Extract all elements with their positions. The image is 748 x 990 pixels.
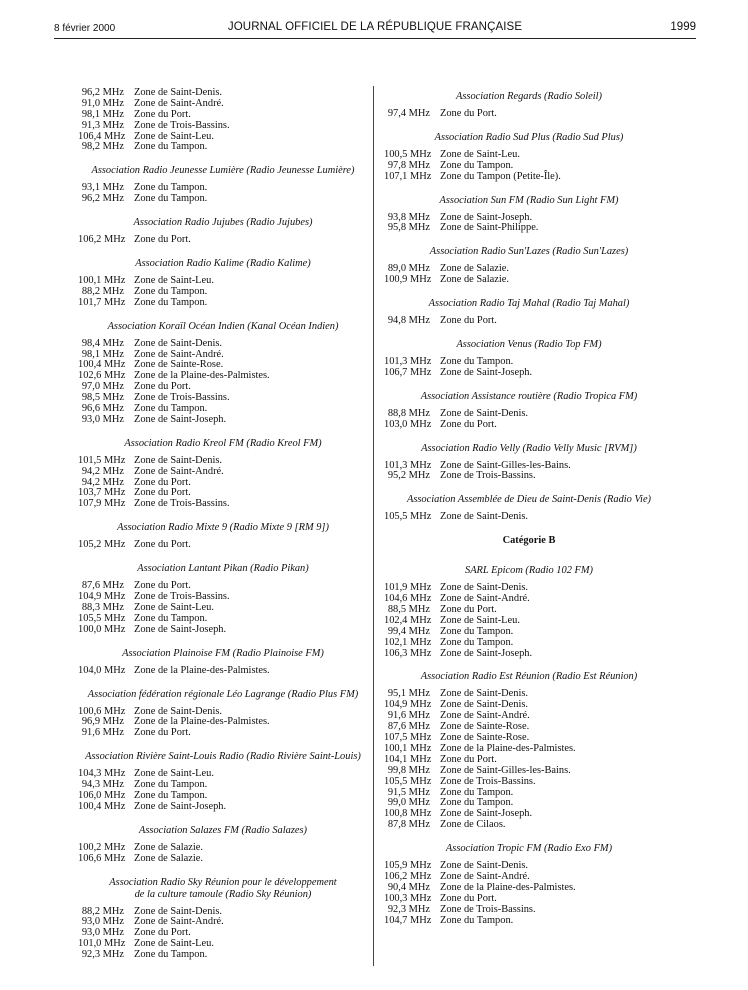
association-heading: Association Radio Sud Plus (Radio Sud Plus): [434, 131, 624, 143]
association-heading: Association Rivière Saint-Louis Radio (Radio Rivière Saint-Louis): [85, 751, 361, 763]
station-section: [384, 494, 674, 523]
zone: Zone de Saint-Leu.: [134, 938, 214, 950]
frequency: 100,3 MHz: [384, 892, 432, 904]
zone: Zone du Tampon (Petite-Île).: [440, 170, 561, 182]
frequency: 95,1 MHz: [387, 688, 430, 700]
zone: Zone du Tampon.: [440, 159, 514, 171]
frequency: 88,2 MHz: [81, 905, 124, 917]
zone: Zone de Saint-Leu.: [440, 148, 520, 160]
frequency: 100,2 MHz: [78, 841, 126, 853]
frequency: 100,1 MHz: [78, 275, 126, 287]
zone: Zone de Saint-André.: [134, 348, 224, 360]
zone: Zone du Port.: [134, 381, 191, 393]
zone: Zone de Trois-Bassins.: [440, 470, 536, 482]
zone: Zone de la Plaine-des-Palmistes.: [440, 881, 576, 893]
zone: Zone du Tampon.: [134, 612, 208, 624]
frequency-entry: [78, 121, 368, 132]
zone: Zone du Tampon.: [134, 141, 208, 153]
station-section: [384, 443, 674, 483]
zone: Zone du Port.: [440, 892, 497, 904]
zone: Zone du Tampon.: [134, 949, 208, 961]
frequency: 105,9 MHz: [384, 860, 432, 872]
frequency: 98,2 MHz: [81, 141, 124, 153]
frequency-entry: [78, 339, 368, 350]
frequency-entry: [384, 316, 674, 327]
zone: Zone de Saint-André.: [440, 593, 530, 605]
journal-title: JOURNAL OFFICIEL DE LA RÉPUBLIQUE FRANÇAISE: [227, 21, 523, 33]
station-section: [78, 88, 368, 153]
zone: Zone du Tampon.: [134, 182, 208, 194]
zone: Zone du Port.: [440, 418, 497, 430]
frequency: 106,0 MHz: [78, 789, 126, 801]
zone: Zone de Saint-André.: [440, 870, 530, 882]
frequency: 107,9 MHz: [78, 498, 126, 510]
zone: Zone du Port.: [134, 476, 191, 488]
frequency: 106,6 MHz: [78, 852, 126, 864]
frequency: 92,3 MHz: [81, 949, 124, 961]
zone: Zone de Saint-Denis.: [440, 860, 529, 872]
zone: Zone de Saint-Denis.: [134, 337, 223, 349]
frequency: 97,0 MHz: [81, 381, 124, 393]
frequency: 88,8 MHz: [387, 407, 430, 419]
frequency: 101,5 MHz: [78, 454, 126, 466]
zone: Zone de Saint-Gilles-les-Bains.: [440, 764, 571, 776]
station-section: [384, 391, 674, 431]
frequency-entry: [78, 625, 368, 636]
frequency: 101,0 MHz: [78, 938, 126, 950]
zone: Zone du Port.: [134, 108, 191, 120]
frequency-entry: [384, 512, 674, 523]
frequency-entry: [384, 275, 674, 286]
frequency-entry: [78, 666, 368, 677]
zone: Zone de Saint-Joseph.: [134, 623, 227, 635]
frequency: 100,6 MHz: [78, 705, 126, 717]
frequency-entry: [384, 649, 674, 660]
zone: Zone de Saint-Denis.: [134, 454, 223, 466]
zone: Zone de Salazie.: [440, 274, 509, 286]
zone: Zone du Port.: [134, 234, 191, 246]
station-section: [384, 91, 674, 120]
association-heading: Association Radio Jujubes (Radio Jujubes): [133, 217, 313, 229]
zone: Zone de Sainte-Rose.: [440, 732, 530, 744]
frequency: 87,6 MHz: [387, 721, 430, 733]
frequency: 100,5 MHz: [384, 148, 432, 160]
zone: Zone de Trois-Bassins.: [134, 119, 230, 131]
frequency-entry: [78, 499, 368, 510]
frequency: 97,4 MHz: [387, 108, 430, 119]
association-heading: Association Radio Velly (Radio Velly Music [RVM]): [421, 442, 637, 454]
frequency: 105,5 MHz: [384, 775, 432, 787]
frequency-entry: [78, 235, 368, 246]
frequency: 97,8 MHz: [387, 159, 430, 171]
frequency-entry: [78, 298, 368, 309]
association-heading: Association Sun FM (Radio Sun Light FM): [439, 194, 619, 206]
frequency-entry: [78, 728, 368, 739]
zone: Zone de Saint-André.: [440, 710, 530, 722]
frequency-entry: [78, 950, 368, 961]
association-heading: Association Radio Est Réunion (Radio Est Réunion): [420, 671, 638, 683]
frequency: 100,9 MHz: [384, 274, 432, 286]
station-section: [384, 132, 674, 183]
zone: Zone du Tampon.: [134, 403, 208, 415]
zone: Zone de Saint-Denis.: [440, 511, 529, 523]
zone: Zone de Saint-Leu.: [134, 130, 214, 142]
frequency: 88,5 MHz: [387, 604, 430, 616]
column-divider: [373, 86, 374, 966]
frequency: 88,3 MHz: [81, 601, 124, 613]
station-section: [78, 438, 368, 510]
frequency: 100,0 MHz: [78, 623, 126, 635]
zone: Zone du Tampon.: [134, 779, 208, 791]
zone: Zone du Tampon.: [440, 914, 514, 926]
zone: Zone de Saint-André.: [134, 916, 224, 928]
zone: Zone de Saint-Leu.: [134, 768, 214, 780]
zone: Zone de Saint-Denis.: [134, 705, 223, 717]
zone: Zone de Saint-Philippe.: [440, 222, 539, 234]
association-heading: Association Venus (Radio Top FM): [456, 339, 602, 351]
zone: Zone de Saint-Gilles-les-Bains.: [440, 459, 571, 471]
zone: Zone de Saint-Leu.: [440, 614, 520, 626]
frequency: 95,2 MHz: [387, 470, 430, 482]
zone: Zone de Saint-Denis.: [440, 582, 529, 594]
association-heading: Association Radio Jeunesse Lumière (Radio Jeunesse Lumière): [91, 165, 355, 177]
right-column: [384, 91, 674, 938]
zone: Zone de Saint-Joseph.: [440, 808, 533, 820]
zone: Zone de Trois-Bassins.: [440, 775, 536, 787]
frequency: 103,7 MHz: [78, 487, 126, 499]
station-section: [384, 195, 674, 235]
zone: Zone du Port.: [134, 539, 191, 551]
frequency: 90,4 MHz: [387, 881, 430, 893]
station-section: [78, 217, 368, 246]
zone: Zone du Port.: [134, 580, 191, 592]
frequency: 102,6 MHz: [78, 370, 126, 382]
frequency: 99,0 MHz: [387, 797, 430, 809]
zone: Zone de Trois-Bassins.: [134, 498, 230, 510]
frequency-entry: [384, 471, 674, 482]
frequency: 93,8 MHz: [387, 211, 430, 223]
frequency: 105,5 MHz: [78, 612, 126, 624]
zone: Zone de Trois-Bassins.: [134, 591, 230, 603]
frequency: 104,1 MHz: [384, 753, 432, 765]
association-heading: SARL Epicom (Radio 102 FM): [465, 565, 593, 577]
frequency-entry: [384, 766, 674, 777]
zone: Zone du Tampon.: [134, 285, 208, 297]
zone: Zone du Tampon.: [134, 789, 208, 801]
zone: Zone de Saint-Joseph.: [134, 413, 227, 425]
station-section: [78, 522, 368, 551]
association-heading: Association Regards (Radio Soleil): [456, 91, 602, 102]
frequency: 99,8 MHz: [387, 764, 430, 776]
zone: Zone de Saint-Leu.: [134, 275, 214, 287]
zone: Zone de la Plaine-des-Palmistes.: [134, 370, 270, 382]
association-heading: Association Radio Sky Réunion pour le développement: [109, 876, 337, 888]
zone: Zone du Port.: [440, 753, 497, 765]
frequency-entry: [384, 638, 674, 649]
frequency: 87,6 MHz: [81, 580, 124, 592]
frequency: 107,5 MHz: [384, 732, 432, 744]
association-heading: Association Radio Mixte 9 (Radio Mixte 9 [RM 9]): [117, 522, 329, 534]
frequency: 91,6 MHz: [81, 727, 124, 739]
frequency-entry: [78, 843, 368, 854]
frequency: 106,7 MHz: [384, 366, 432, 378]
frequency-entry: [384, 777, 674, 788]
frequency-entry: [78, 467, 368, 478]
frequency: 106,3 MHz: [384, 647, 432, 659]
frequency: 94,8 MHz: [387, 315, 430, 327]
header-date: 8 février 2000: [54, 23, 116, 34]
frequency-entry: [78, 540, 368, 551]
frequency: 107,1 MHz: [384, 170, 432, 182]
frequency: 93,0 MHz: [81, 916, 124, 928]
frequency: 89,0 MHz: [387, 263, 430, 275]
frequency: 105,5 MHz: [384, 511, 432, 523]
association-heading: Association Radio Kalime (Radio Kalime): [135, 258, 311, 270]
zone: Zone de Trois-Bassins.: [134, 392, 230, 404]
station-section: [384, 565, 674, 659]
station-section: [384, 339, 674, 379]
frequency-entry: [78, 854, 368, 865]
frequency: 98,1 MHz: [81, 108, 124, 120]
frequency: 91,5 MHz: [387, 786, 430, 798]
frequency: 94,2 MHz: [81, 476, 124, 488]
zone: Zone de Sainte-Rose.: [134, 359, 224, 371]
frequency: 100,4 MHz: [78, 800, 126, 812]
zone: Zone de Salazie.: [440, 263, 509, 275]
zone: Zone de Saint-Leu.: [134, 601, 214, 613]
frequency: 102,4 MHz: [384, 614, 432, 626]
frequency-entry: [384, 916, 674, 927]
frequency: 103,0 MHz: [384, 418, 432, 430]
category-heading: Catégorie B: [502, 535, 556, 547]
zone: Zone de Saint-Joseph.: [440, 366, 533, 378]
frequency: 96,9 MHz: [81, 716, 124, 728]
frequency: 94,2 MHz: [81, 465, 124, 477]
zone: Zone de Saint-André.: [134, 97, 224, 109]
zone: Zone de Saint-Denis.: [440, 688, 529, 700]
frequency-entry: [384, 820, 674, 831]
zone: Zone de Salazie.: [134, 852, 203, 864]
association-heading-continued: de la culture tamoule (Radio Sky Réunion): [134, 888, 312, 900]
page-number: 1999: [670, 21, 696, 33]
association-heading: Association Radio Kreol FM (Radio Kreol FM): [124, 437, 322, 449]
frequency: 91,0 MHz: [81, 97, 124, 109]
frequency-entry: [78, 194, 368, 205]
station-section: [78, 825, 368, 865]
zone: Zone de Saint-Denis.: [134, 905, 223, 917]
frequency: 100,8 MHz: [384, 808, 432, 820]
zone: Zone du Tampon.: [134, 296, 208, 308]
frequency-entry: [384, 172, 674, 183]
station-section: [78, 321, 368, 426]
frequency: 98,4 MHz: [81, 337, 124, 349]
zone: Zone du Port.: [134, 487, 191, 499]
frequency: 96,2 MHz: [81, 87, 124, 98]
frequency-entry: [78, 802, 368, 813]
page-header: [54, 20, 696, 39]
association-heading: Association Radio Taj Mahal (Radio Taj Mahal): [428, 298, 630, 310]
frequency-entry: [384, 894, 674, 905]
zone: Zone du Port.: [134, 927, 191, 939]
frequency: 100,4 MHz: [78, 359, 126, 371]
frequency: 92,3 MHz: [387, 903, 430, 915]
frequency: 91,6 MHz: [387, 710, 430, 722]
zone: Zone de Saint-Joseph.: [440, 211, 533, 223]
zone: Zone de Saint-Denis.: [440, 699, 529, 711]
zone: Zone du Tampon.: [440, 356, 514, 368]
station-section: [78, 165, 368, 205]
zone: Zone de la Plaine-des-Palmistes.: [134, 664, 270, 676]
association-heading: Association fédération régionale Léo Lagrange (Radio Plus FM): [87, 688, 359, 700]
station-section: [384, 246, 674, 286]
frequency: 104,9 MHz: [78, 591, 126, 603]
zone: Zone de Saint-André.: [134, 465, 224, 477]
zone: Zone du Tampon.: [440, 636, 514, 648]
zone: Zone du Port.: [440, 315, 497, 327]
frequency-entry: [384, 420, 674, 431]
station-section: [384, 535, 674, 553]
frequency: 93,0 MHz: [81, 927, 124, 939]
frequency: 94,3 MHz: [81, 779, 124, 791]
frequency: 87,8 MHz: [387, 819, 430, 831]
zone: Zone de la Plaine-des-Palmistes.: [134, 716, 270, 728]
frequency: 104,7 MHz: [384, 914, 432, 926]
zone: Zone de Saint-Joseph.: [440, 647, 533, 659]
zone: Zone du Tampon.: [440, 797, 514, 809]
frequency: 98,5 MHz: [81, 392, 124, 404]
station-section: [78, 751, 368, 813]
zone: Zone du Port.: [440, 604, 497, 616]
frequency: 104,0 MHz: [78, 664, 126, 676]
association-heading: Association Tropic FM (Radio Exo FM): [445, 843, 613, 855]
frequency: 101,3 MHz: [384, 356, 432, 368]
frequency: 96,2 MHz: [81, 193, 124, 205]
association-heading: Association Plainoise FM (Radio Plainoise FM): [122, 647, 324, 659]
zone: Zone du Tampon.: [440, 625, 514, 637]
left-column: [78, 88, 368, 973]
station-section: [384, 671, 674, 831]
zone: Zone du Port.: [134, 727, 191, 739]
frequency: 93,1 MHz: [81, 182, 124, 194]
association-heading: Association Assistance routière (Radio Tropica FM): [420, 390, 638, 402]
station-section: [384, 298, 674, 327]
zone: Zone de Trois-Bassins.: [440, 903, 536, 915]
station-section: [384, 843, 674, 926]
frequency: 88,2 MHz: [81, 285, 124, 297]
zone: Zone du Tampon.: [440, 786, 514, 798]
association-heading: Association Assemblée de Dieu de Saint-Denis (Radio Vie): [406, 494, 652, 506]
zone: Zone du Tampon.: [134, 193, 208, 205]
frequency: 93,0 MHz: [81, 413, 124, 425]
frequency-entry: [78, 142, 368, 153]
frequency: 101,7 MHz: [78, 296, 126, 308]
station-section: [78, 258, 368, 309]
zone: Zone du Port.: [440, 108, 497, 119]
frequency: 106,2 MHz: [78, 234, 126, 246]
frequency: 99,4 MHz: [387, 625, 430, 637]
frequency-entry: [78, 415, 368, 426]
zone: Zone de Saint-Denis.: [134, 87, 223, 98]
zone: Zone de Saint-Denis.: [440, 407, 529, 419]
zone: Zone de Salazie.: [134, 841, 203, 853]
frequency: 98,1 MHz: [81, 348, 124, 360]
zone: Zone de Cilaos.: [440, 819, 506, 831]
association-heading: Association Lantant Pikan (Radio Pikan): [137, 563, 309, 575]
station-section: [78, 689, 368, 740]
zone: Zone de Sainte-Rose.: [440, 721, 530, 733]
association-heading: Association Radio Sun'Lazes (Radio Sun'Lazes): [429, 246, 629, 258]
station-section: [78, 648, 368, 677]
frequency: 106,4 MHz: [78, 130, 126, 142]
zone: Zone de Saint-Joseph.: [134, 800, 227, 812]
frequency-entry: [384, 905, 674, 916]
association-heading: Association Koraïl Océan Indien (Kanal Océan Indien): [107, 320, 339, 332]
frequency: 104,9 MHz: [384, 699, 432, 711]
frequency: 104,6 MHz: [384, 593, 432, 605]
association-heading: Association Salazes FM (Radio Salazes): [139, 824, 307, 836]
zone: Zone de la Plaine-des-Palmistes.: [440, 742, 576, 754]
frequency: 96,6 MHz: [81, 403, 124, 415]
frequency: 101,9 MHz: [384, 582, 432, 594]
frequency: 104,3 MHz: [78, 768, 126, 780]
frequency-entry: [384, 223, 674, 234]
frequency-entry: [384, 368, 674, 379]
frequency: 100,1 MHz: [384, 742, 432, 754]
frequency: 105,2 MHz: [78, 539, 126, 551]
frequency: 91,3 MHz: [81, 119, 124, 131]
station-section: [78, 877, 368, 961]
station-section: [78, 563, 368, 635]
frequency-entry: [384, 109, 674, 120]
frequency: 101,3 MHz: [384, 459, 432, 471]
frequency: 106,2 MHz: [384, 870, 432, 882]
frequency: 95,8 MHz: [387, 222, 430, 234]
frequency: 102,1 MHz: [384, 636, 432, 648]
